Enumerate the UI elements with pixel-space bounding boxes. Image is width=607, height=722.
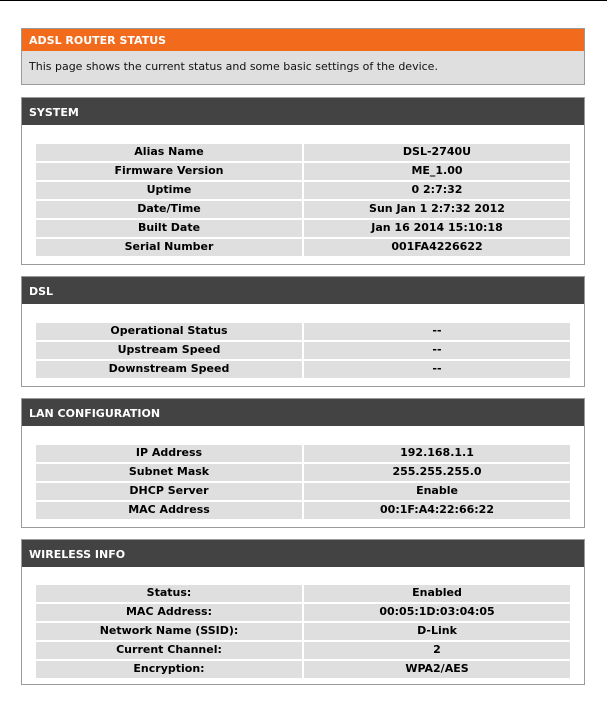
router-status-title: ADSL ROUTER STATUS — [22, 29, 584, 51]
table-row — [36, 502, 570, 519]
row-label: Built Date — [36, 220, 302, 237]
row-value: 00:1F:A4:22:66:22 — [304, 502, 570, 519]
row-label: Serial Number — [36, 239, 302, 256]
row-value: Enable — [304, 483, 570, 500]
table-row — [36, 361, 570, 378]
row-value: Enabled — [304, 585, 570, 602]
row-label: Upstream Speed — [36, 342, 302, 359]
row-value: 2 — [304, 642, 570, 659]
row-value: WPA2/AES — [304, 661, 570, 678]
table-row — [36, 483, 570, 500]
table-row — [36, 239, 570, 256]
row-value: 0 2:7:32 — [304, 182, 570, 199]
dsl-section — [21, 276, 585, 387]
table-row — [36, 661, 570, 678]
row-label: Network Name (SSID): — [36, 623, 302, 640]
router-status-description: This page shows the current status and some basic settings of the device. — [29, 60, 438, 73]
row-label: Encryption: — [36, 661, 302, 678]
row-value: 192.168.1.1 — [304, 445, 570, 462]
row-label: Uptime — [36, 182, 302, 199]
table-row — [36, 323, 570, 340]
table-row — [36, 163, 570, 180]
row-value: 255.255.255.0 — [304, 464, 570, 481]
router-status-panel — [21, 28, 585, 85]
row-label: IP Address — [36, 445, 302, 462]
row-value: 001FA4226622 — [304, 239, 570, 256]
wireless-info-section — [21, 539, 585, 685]
system-section-title: SYSTEM — [22, 98, 584, 125]
table-row — [36, 585, 570, 602]
dsl-section-title: DSL — [22, 277, 584, 304]
wireless-info-title: WIRELESS INFO — [22, 540, 584, 567]
table-row — [36, 342, 570, 359]
table-row — [36, 144, 570, 161]
system-section — [21, 97, 585, 265]
row-label: DHCP Server — [36, 483, 302, 500]
row-label: Operational Status — [36, 323, 302, 340]
dsl-table — [34, 321, 572, 380]
row-value: Sun Jan 1 2:7:32 2012 — [304, 201, 570, 218]
row-value: 00:05:1D:03:04:05 — [304, 604, 570, 621]
row-value: -- — [304, 361, 570, 378]
table-row — [36, 604, 570, 621]
row-label: Status: — [36, 585, 302, 602]
row-value: -- — [304, 342, 570, 359]
wireless-table — [34, 583, 572, 680]
row-label: Current Channel: — [36, 642, 302, 659]
table-row — [36, 201, 570, 218]
table-row — [36, 642, 570, 659]
row-value: -- — [304, 323, 570, 340]
row-label: Date/Time — [36, 201, 302, 218]
system-table — [34, 142, 572, 258]
lan-configuration-title: LAN CONFIGURATION — [22, 399, 584, 426]
row-label: Alias Name — [36, 144, 302, 161]
row-label: Downstream Speed — [36, 361, 302, 378]
row-value: Jan 16 2014 15:10:18 — [304, 220, 570, 237]
table-row — [36, 182, 570, 199]
row-label: Subnet Mask — [36, 464, 302, 481]
row-value: ME_1.00 — [304, 163, 570, 180]
table-row — [36, 464, 570, 481]
row-label: MAC Address: — [36, 604, 302, 621]
table-row — [36, 220, 570, 237]
lan-configuration-section — [21, 398, 585, 528]
table-row — [36, 623, 570, 640]
lan-table — [34, 443, 572, 521]
top-border-line — [0, 0, 607, 1]
row-label: Firmware Version — [36, 163, 302, 180]
row-value: D-Link — [304, 623, 570, 640]
status-page — [21, 28, 585, 696]
row-value: DSL-2740U — [304, 144, 570, 161]
table-row — [36, 445, 570, 462]
row-label: MAC Address — [36, 502, 302, 519]
